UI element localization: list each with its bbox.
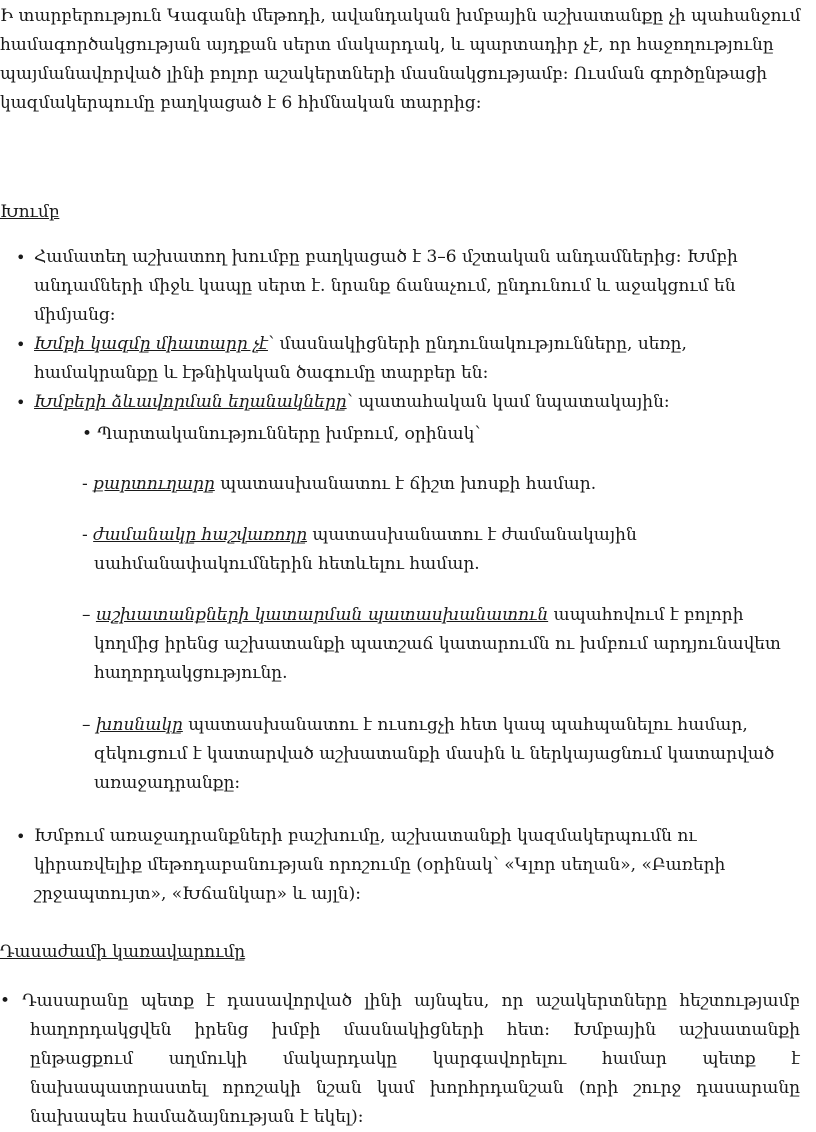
role-task-manager bbox=[82, 601, 802, 688]
role-title: խոսնակը bbox=[95, 715, 183, 735]
intro-paragraph: Ի տարբերություն Կագանի մեթոդի, ավանդական խմբային աշխատանքը չի պահանջում համագործակցության այդքան սերտ մակարդակ, և պարտադիր չէ, որ հաջողությունը պայմանավորված լինի բոլոր աշակերտների մասնակցությամբ։ Ուսման գործընթացի կազմակերպումը բաղկացած է 6 հիմնական տարրից։ bbox=[0, 6, 801, 113]
role-description: ապահովում է բոլորի կողմից իրենց աշխատանքի պատշաճ կատարումն ու խմբում արդյունավետ հաղորդակցությունը. bbox=[94, 605, 781, 683]
role-description: պատասխանատու է ժամանակային սահմանափակումներին հետևելու համար. bbox=[94, 525, 637, 574]
role-description: պատասխանատու է ուսուցչի հետ կապ պահպանելու համար, զեկուցում է կատարված աշխատանքի մասին և ներկայացնում կատարված առաջադրանքը։ bbox=[94, 715, 775, 793]
bullet-text: Համատեղ աշխատող խումբը բաղկացած է 3–6 մշտական անդամներից։ Խմբի անդամների միջև կապը սերտ է. նրանք ճանաչում, ընդունում և աջակցում են միմյանց։ bbox=[34, 247, 738, 325]
lesson-management-paragraph bbox=[0, 987, 800, 1132]
role-timekeeper bbox=[82, 521, 802, 579]
bullet-item-group-composition bbox=[0, 330, 800, 388]
roles-intro: • Պարտականությունները խմբում, օրինակ՝ bbox=[82, 424, 481, 444]
bullet-text: ՝ մասնակիցների ընդունակությունները, սեռը, համակրանքը և էթնիկական ծագումը տարբեր են։ bbox=[34, 334, 687, 383]
bullet-emphasis: Խմբի կազմը միատարր չէ bbox=[34, 334, 268, 354]
role-secretary bbox=[82, 470, 802, 499]
team-heading: Խումբ bbox=[0, 202, 60, 222]
bullet-text: ՝ պատահական կամ նպատակային։ bbox=[346, 392, 670, 412]
bullet-text: Խմբում առաջադրանքների բաշխումը, աշխատանքի կազմակերպումն ու կիրառվելիք մեթոդաբանության որոշումը (օրինակ՝ «Կլոր սեղան», «Բառերի շրջապտույտ», «Խճանկար» և այլն)։ bbox=[34, 826, 726, 904]
bullet-emphasis: Խմբերի ձևավորման եղանակները bbox=[34, 392, 347, 412]
role-marker: - bbox=[82, 525, 94, 545]
lesson-management-text: • Դասարանը պետք է դասավորված լինի այնպես, որ աշակերտները հեշտությամբ հաղորդակցվեն իրենց խմբի մասնակիցների հետ։ Խմբային աշխատանքի ընթացքում աղմուկի մակարդակը կարգավորելու համար պետք է նախապատրաստել որոշակի նշան կամ խորհրդանշան (որի շուրջ դասարանը նախապես համաձայնության է եկել)։ bbox=[0, 991, 800, 1127]
role-title: քարտուղարը bbox=[93, 474, 215, 494]
team-bullet-list bbox=[0, 243, 800, 417]
role-marker: – bbox=[82, 715, 96, 735]
role-title: աշխատանքների կատարման պատասխանատուն bbox=[95, 605, 549, 625]
role-marker: – bbox=[82, 605, 96, 625]
bullet-item-group-size bbox=[0, 243, 800, 330]
role-marker: - bbox=[82, 474, 94, 494]
role-spokesperson bbox=[82, 711, 802, 798]
task-bullet-list bbox=[0, 822, 800, 909]
lesson-management-heading: Դասաժամի կառավարումը bbox=[0, 942, 246, 962]
role-description: պատասխանատու է ճիշտ խոսքի համար. bbox=[214, 474, 597, 494]
bullet-item-group-formation bbox=[0, 388, 800, 417]
role-title: ժամանակը հաշվառողը bbox=[93, 525, 308, 545]
bullet-item-task-distribution bbox=[0, 822, 800, 909]
